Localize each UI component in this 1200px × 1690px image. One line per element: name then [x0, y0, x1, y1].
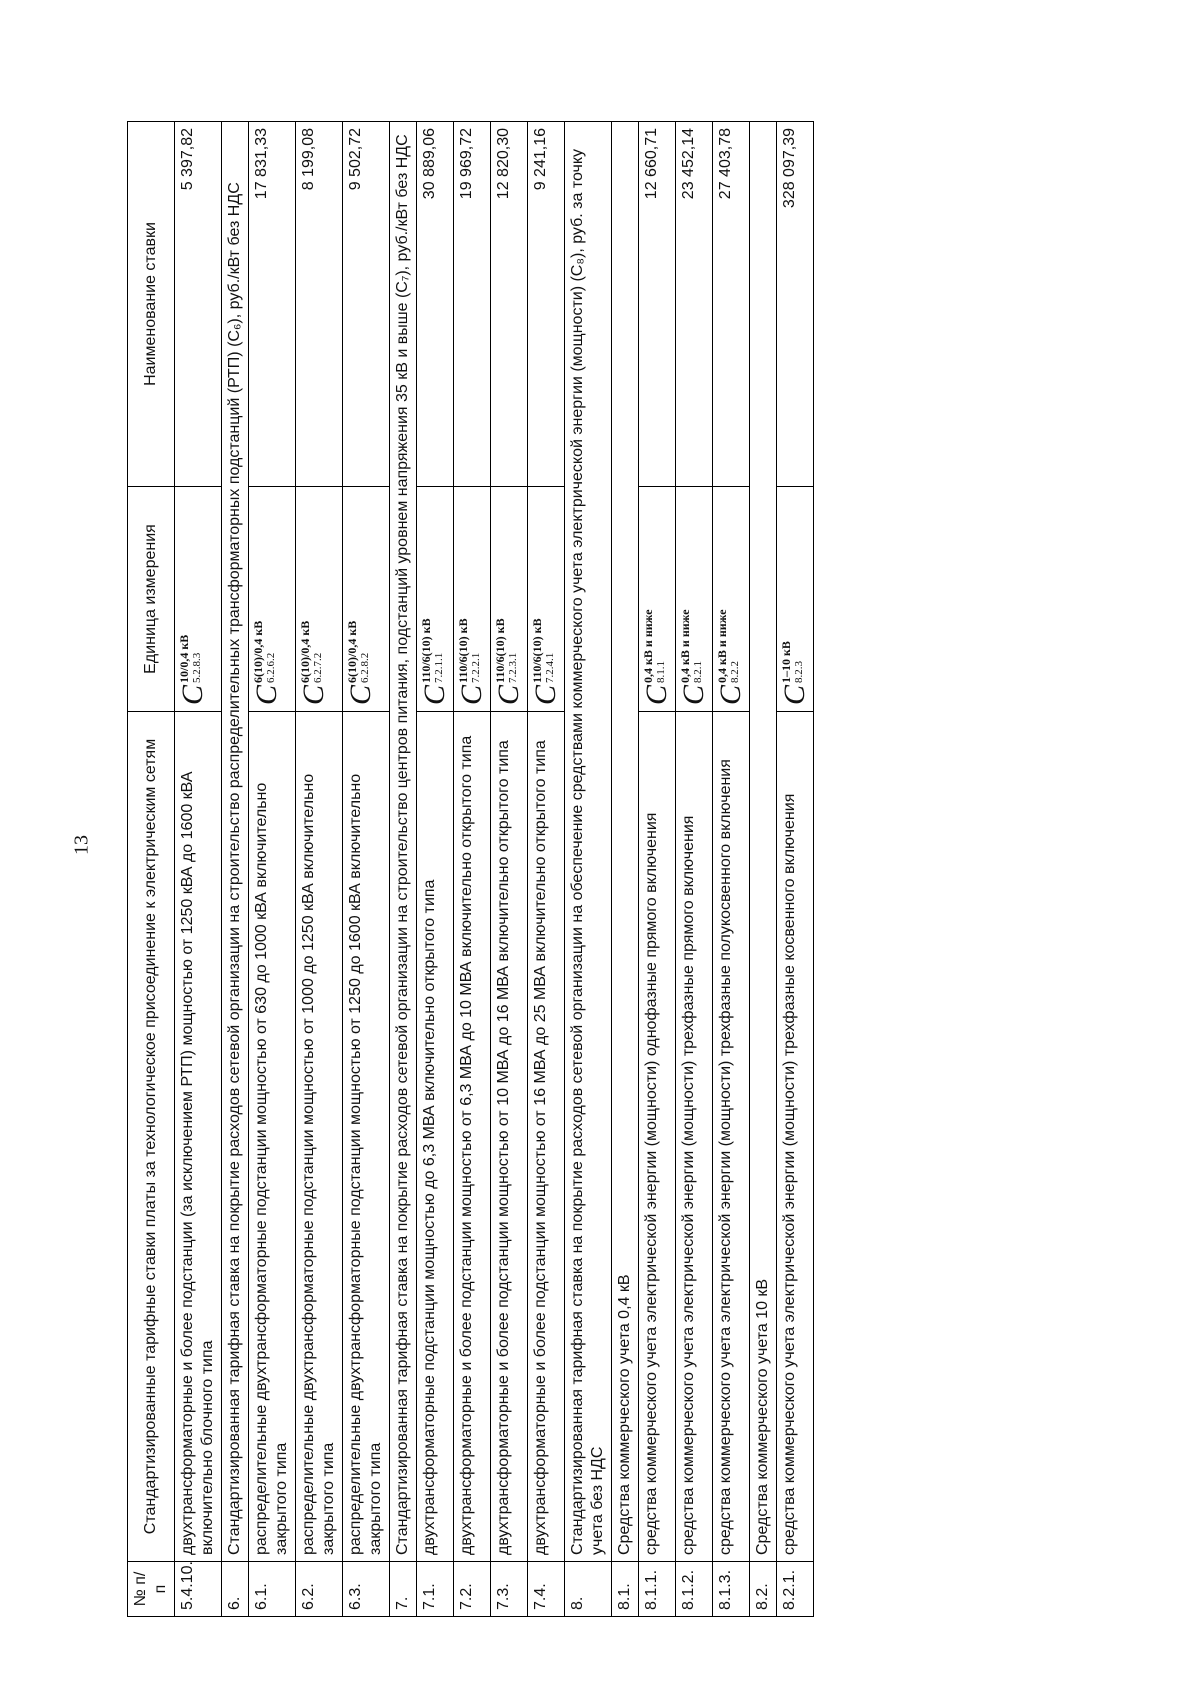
- rate-symbol: C: [455, 684, 488, 705]
- row-number: 6.3.: [343, 1562, 390, 1617]
- row-number: 8.1.: [612, 1562, 639, 1617]
- rate-subscript: 8.2.1: [692, 660, 704, 683]
- rate-subscript: 7.2.1.1: [433, 652, 445, 683]
- rate-formula: [346, 621, 376, 705]
- table-row: [676, 122, 713, 1617]
- row-number: 6.: [222, 1562, 249, 1617]
- row-unit: [639, 487, 676, 712]
- row-name: двухтрансформаторные подстанции мощностью до 6,3 МВА включительно открытого типа: [417, 712, 454, 1562]
- rate-subscript: 8.1.1: [655, 660, 667, 683]
- header-num: № п/п: [128, 1562, 175, 1617]
- table-row: [417, 122, 454, 1617]
- header-name: Стандартизированные тарифные ставки платы за технологическое присоединение к электрическим сетям: [128, 712, 175, 1562]
- row-name: средства коммерческого учета электрической энергии (мощности) однофазные прямого включения: [639, 712, 676, 1562]
- rate-formula: [252, 621, 282, 705]
- table-row: [343, 122, 390, 1617]
- row-section-title: Средства коммерческого учета 0,4 кВ: [612, 122, 639, 1562]
- rate-superscript: 110/6(10) кВ: [530, 618, 544, 683]
- rate-subscript: 6.2.8.2: [359, 652, 371, 683]
- tariff-table: [127, 121, 814, 1617]
- header-value: Наименование ставки: [128, 122, 175, 487]
- rate-symbol: C: [529, 684, 562, 705]
- row-unit: [676, 487, 713, 712]
- row-name: двухтрансформаторные и более подстанции мощностью от 10 МВА до 16 МВА включительно открытого типа: [491, 712, 528, 1562]
- rate-formula: [494, 618, 524, 705]
- table-row: [713, 122, 750, 1617]
- row-number: 5.4.10.: [175, 1562, 222, 1617]
- rate-subscript: 8.2.3: [793, 660, 805, 683]
- rate-superscript: 6(10)/0,4 кВ: [345, 620, 359, 683]
- rate-superscript: 10/0,4 кВ: [177, 634, 191, 683]
- row-number: 6.1.: [249, 1562, 296, 1617]
- table-row: [249, 122, 296, 1617]
- row-name: двухтрансформаторные и более подстанции (за исключением РТП) мощностью от 1250 кВА до 1600 кВА включительно блочного типа: [175, 712, 222, 1562]
- table-header-row: [128, 122, 175, 1617]
- rate-symbol: C: [778, 684, 811, 705]
- rate-symbol: C: [297, 684, 330, 705]
- rate-symbol: C: [176, 684, 209, 705]
- tariff-table-frame: [127, 122, 1062, 1617]
- row-section-title: Средства коммерческого учета 10 кВ: [750, 122, 777, 1562]
- row-unit: [296, 487, 343, 712]
- rate-superscript: 1–10 кВ: [779, 641, 793, 683]
- row-number: 7.2.: [454, 1562, 491, 1617]
- row-value: 9 241,16: [528, 122, 565, 487]
- row-value: 27 403,78: [713, 122, 750, 487]
- rate-formula: [716, 609, 746, 705]
- row-unit: [249, 487, 296, 712]
- rate-formula: [420, 618, 450, 705]
- rate-superscript: 0,4 кВ и ниже: [678, 609, 692, 683]
- rate-subscript: 7.2.4.1: [544, 652, 556, 683]
- rate-superscript: 6(10)/0,4 кВ: [251, 620, 265, 683]
- table-row: [296, 122, 343, 1617]
- rate-formula: [457, 618, 487, 705]
- rate-formula: [780, 641, 810, 705]
- row-number: 7.3.: [491, 1562, 528, 1617]
- rate-symbol: C: [492, 684, 525, 705]
- rate-formula: [679, 609, 709, 705]
- rate-subscript: 7.2.3.1: [507, 652, 519, 683]
- row-number: 7.4.: [528, 1562, 565, 1617]
- rate-formula: [178, 635, 208, 705]
- row-unit: [454, 487, 491, 712]
- table-row: [639, 122, 676, 1617]
- table-row: [528, 122, 565, 1617]
- row-value: 12 820,30: [491, 122, 528, 487]
- row-unit: [777, 487, 814, 712]
- rate-subscript: 7.2.2.1: [470, 652, 482, 683]
- rate-symbol: C: [640, 684, 673, 705]
- row-number: 8.2.: [750, 1562, 777, 1617]
- row-value: 328 097,39: [777, 122, 814, 487]
- row-number: 7.: [390, 1562, 417, 1617]
- rate-superscript: 110/6(10) кВ: [493, 618, 507, 683]
- row-section-title: Стандартизированная тарифная ставка на покрытие расходов сетевой организации на обеспечение средствами коммерческого учета электрической энергии (мощности) (C₈), руб. за точку учета без НДС: [565, 122, 612, 1562]
- row-unit: [528, 487, 565, 712]
- row-unit: [343, 487, 390, 712]
- rate-symbol: C: [677, 684, 710, 705]
- row-name: двухтрансформаторные и более подстанции мощностью от 16 МВА до 25 МВА включительно открытого типа: [528, 712, 565, 1562]
- rate-symbol: C: [250, 684, 283, 705]
- row-value: 23 452,14: [676, 122, 713, 487]
- row-name: средства коммерческого учета электрической энергии (мощности) трехфазные полукосвенного включения: [713, 712, 750, 1562]
- rate-symbol: C: [344, 684, 377, 705]
- row-name: распределительные двухтрансформаторные подстанции мощностью от 1250 до 1600 кВА включительно закрытого типа: [343, 712, 390, 1562]
- table-row: [565, 122, 612, 1617]
- row-name: двухтрансформаторные и более подстанции мощностью от 6,3 МВА до 10 МВА включительно открытого типа: [454, 712, 491, 1562]
- row-value: 30 889,06: [417, 122, 454, 487]
- row-number: 8.1.1.: [639, 1562, 676, 1617]
- row-number: 6.2.: [296, 1562, 343, 1617]
- table-row: [750, 122, 777, 1617]
- row-value: 8 199,08: [296, 122, 343, 487]
- row-value: 12 660,71: [639, 122, 676, 487]
- row-section-title: Стандартизированная тарифная ставка на покрытие расходов сетевой организации на строительство центров питания, подстанций уровнем напряжения 35 кВ и выше (C₇), руб./кВт без НДС: [390, 122, 417, 1562]
- rate-symbol: C: [418, 684, 451, 705]
- page-number: 13: [70, 835, 93, 855]
- row-name: средства коммерческого учета электрической энергии (мощности) трехфазные прямого включения: [676, 712, 713, 1562]
- rate-subscript: 6.2.7.2: [312, 652, 324, 683]
- rate-formula: [299, 621, 329, 705]
- row-number: 7.1.: [417, 1562, 454, 1617]
- row-section-title: Стандартизированная тарифная ставка на покрытие расходов сетевой организации на строительство распределительных трансформаторных подстанций (РТП) (C₆), руб./кВт без НДС: [222, 122, 249, 1562]
- row-value: 9 502,72: [343, 122, 390, 487]
- row-value: 17 831,33: [249, 122, 296, 487]
- rate-formula: [642, 609, 672, 705]
- row-name: распределительные двухтрансформаторные подстанции мощностью от 630 до 1000 кВА включительно закрытого типа: [249, 712, 296, 1562]
- rate-subscript: 5.2.8.3: [191, 652, 203, 683]
- rate-subscript: 8.2.2: [729, 660, 741, 683]
- rate-superscript: 0,4 кВ и ниже: [715, 609, 729, 683]
- rate-superscript: 0,4 кВ и ниже: [641, 609, 655, 683]
- row-value: 19 969,72: [454, 122, 491, 487]
- rate-superscript: 110/6(10) кВ: [419, 618, 433, 683]
- header-unit: Единица измерения: [128, 487, 175, 712]
- table-row: [222, 122, 249, 1617]
- row-number: 8.: [565, 1562, 612, 1617]
- table-row: [390, 122, 417, 1617]
- row-unit: [713, 487, 750, 712]
- row-number: 8.2.1.: [777, 1562, 814, 1617]
- table-row: [777, 122, 814, 1617]
- table-row: [454, 122, 491, 1617]
- rate-superscript: 110/6(10) кВ: [456, 618, 470, 683]
- rate-symbol: C: [714, 684, 747, 705]
- row-unit: [175, 487, 222, 712]
- row-name: распределительные двухтрансформаторные подстанции мощностью от 1000 до 1250 кВА включительно закрытого типа: [296, 712, 343, 1562]
- row-number: 8.1.3.: [713, 1562, 750, 1617]
- row-value: 5 397,82: [175, 122, 222, 487]
- row-unit: [417, 487, 454, 712]
- rate-subscript: 6.2.6.2: [265, 652, 277, 683]
- rate-superscript: 6(10)/0,4 кВ: [298, 620, 312, 683]
- table-row: [612, 122, 639, 1617]
- table-row: [175, 122, 222, 1617]
- rate-formula: [531, 618, 561, 705]
- row-number: 8.1.2.: [676, 1562, 713, 1617]
- row-unit: [491, 487, 528, 712]
- row-name: средства коммерческого учета электрической энергии (мощности) трехфазные косвенного включения: [777, 712, 814, 1562]
- table-row: [491, 122, 528, 1617]
